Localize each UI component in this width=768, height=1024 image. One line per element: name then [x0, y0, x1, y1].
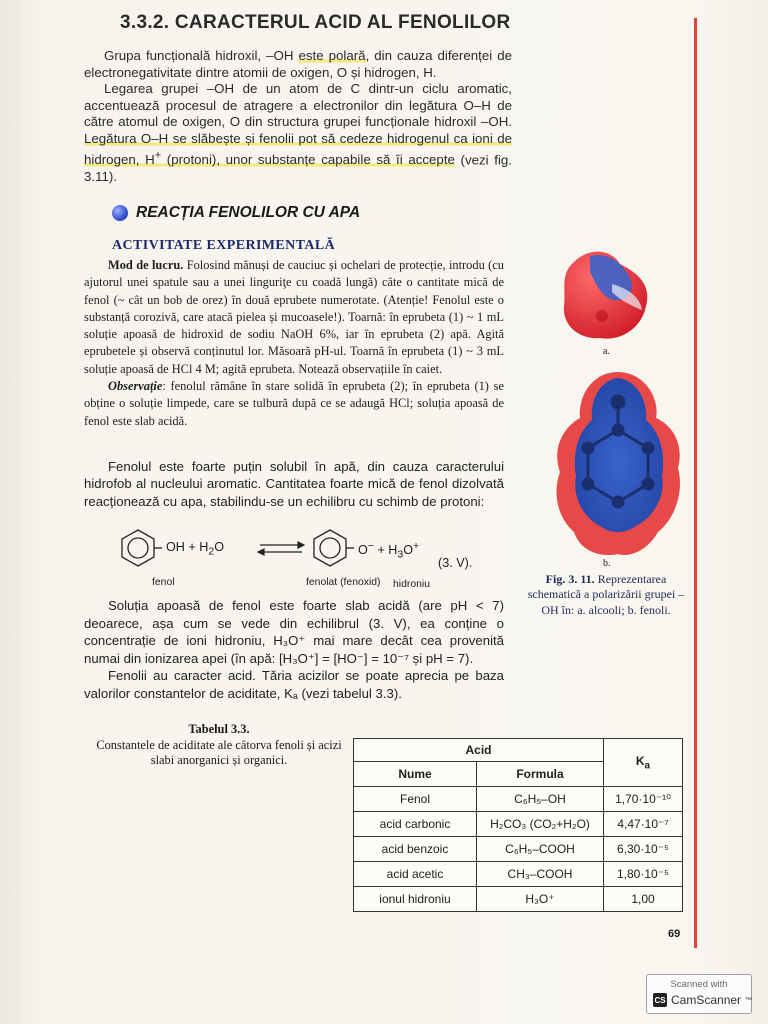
table-row [354, 837, 683, 862]
camscanner-watermark [646, 974, 752, 1014]
eq-h3o-sub: 3 [397, 548, 404, 561]
header-ka-letter: K [635, 753, 645, 768]
watermark-tm: ™ [745, 996, 753, 1004]
table-caption-text: Constantele de aciditate ale câtorva fenoli și acizi slabi anorganici și organici. [96, 737, 342, 767]
eq-oh-plus-h: OH + H [166, 540, 209, 554]
acidity-paragraph-1: Soluția apoasă de fenol este foarte slab acidă (are pH < 7) deoarece, așa cum se vede din echilibrul (3. V), ea conține o concentrație de ioni hidroniu, H₃O⁺ mai mare decât cea provenită numai din ionizarea apei (în apă: [H₃O⁺] = [HO⁻] = 10⁻⁷ și pH = 7). [84, 598, 504, 666]
row-ka: 1,00 [604, 887, 683, 912]
table-caption [86, 722, 352, 769]
reaction-equation [108, 522, 508, 592]
eq-h3o-o: O [403, 543, 414, 558]
label-fenol: fenol [152, 577, 175, 588]
benzene-ring-phenoxide-icon [314, 530, 354, 566]
watermark-line-2: CamScanner [671, 993, 742, 1007]
watermark-brand [653, 993, 752, 1007]
row-name: Fenol [354, 787, 477, 812]
row-formula: H₃O⁺ [477, 887, 604, 912]
intro-paragraph-1 [84, 48, 512, 81]
benzene-ring-phenol-icon [122, 530, 162, 566]
acidity-text [84, 597, 504, 703]
row-name: acid benzoic [354, 837, 477, 862]
camscanner-logo-icon: CS [653, 993, 667, 1007]
row-name: ionul hidroniu [354, 887, 477, 912]
eq-plus-h: + H [377, 543, 398, 558]
experiment-text [84, 257, 504, 430]
intro-text [84, 48, 512, 185]
observation-label: Observație [108, 379, 163, 394]
row-formula: H₂CO₃ (CO₂+H₂O) [477, 812, 604, 837]
row-ka: 4,47·10⁻⁷ [604, 812, 683, 837]
label-fenolat: fenolat (fenoxid) [306, 577, 381, 588]
header-ka [604, 739, 683, 787]
intro-p1-highlight: este polară [298, 48, 366, 63]
row-ka: 6,30·10⁻⁵ [604, 837, 683, 862]
header-formula: Formula [477, 762, 604, 787]
intro-p1-c: , din cauza diferenței de electronegativitate dintre atomii de oxigen, O și hidrogen, H. [84, 48, 512, 80]
reaction-heading-text: REACȚIA FENOLILOR CU APA [136, 204, 361, 221]
experiment-method [84, 257, 504, 378]
eq-phenoxide-o: O [358, 543, 368, 558]
figure-label-b: b. [603, 558, 611, 569]
intro-p2-d: (vezi fig. 3.11). [84, 151, 512, 184]
eq-h2o-o: O [214, 540, 224, 554]
row-formula: C₆H₅–OH [477, 787, 604, 812]
equation-right [358, 540, 419, 561]
equilibrium-arrows-icon [258, 542, 304, 555]
intro-p2-b: Legătura O–H se slăbește și fenolii pot să cedeze hidrogenul ca ioni de hidrogen, H [84, 130, 512, 167]
acidity-paragraph-2: Fenolii au caracter acid. Tăria acizilor se poate aprecia pe baza valorilor constantelor de aciditate, Kₐ (vezi tabelul 3.3). [84, 668, 504, 701]
figure-caption [526, 572, 686, 618]
row-name: acid acetic [354, 862, 477, 887]
row-name: acid carbonic [354, 812, 477, 837]
figure-caption-number: Fig. 3. 11. [545, 572, 595, 586]
intro-p2-c: (protoni), unor substanțe capabile să îi accepte [161, 151, 455, 167]
page-number: 69 [668, 928, 681, 940]
eq-h3o-charge: + [413, 540, 420, 552]
intro-p2-sup: + [154, 149, 162, 162]
table-row [354, 862, 683, 887]
equation-label: (3. V). [438, 556, 473, 570]
intro-paragraph-2 [84, 81, 512, 185]
header-nume: Nume [354, 762, 477, 787]
watermark-line-1: Scanned with [670, 979, 728, 990]
alcohol-polarization-model-image [556, 244, 664, 348]
equation-left [166, 540, 224, 558]
row-formula: CH₃–COOH [477, 862, 604, 887]
table-row [354, 787, 683, 812]
intro-p1-a: Grupa funcțională hidroxil, –OH [104, 48, 299, 63]
reaction-section-heading [112, 204, 360, 222]
label-hidroniu: hidroniu [393, 579, 430, 590]
intro-p2-a: Legarea grupei –OH de un atom de C dintr-un ciclu aromatic, accentuează procesul de atragere a electronilor din legătura O–H de către atomul de oxigen, O din structura grupei funcționale hidroxil –OH. [84, 81, 512, 130]
eq-h2o-sub: 2 [208, 545, 215, 558]
table-row [354, 887, 683, 912]
row-formula: C₆H₅–COOH [477, 837, 604, 862]
figure-caption-text: Reprezentarea schematică a polarizării grupei –OH în: a. alcooli; b. fenoli. [527, 572, 685, 617]
figure-label-a: a. [603, 346, 610, 357]
experiment-observation [84, 378, 504, 430]
phenol-polarization-model-image [552, 368, 684, 558]
method-label: Mod de lucru. [108, 258, 184, 272]
eq-phenoxide-charge: − [367, 540, 374, 552]
intro-p2-highlight [84, 131, 512, 167]
blue-bullet-icon [112, 205, 128, 221]
chapter-title: 3.3.2. CARACTERUL ACID AL FENOLILOR [120, 12, 511, 33]
activity-heading: ACTIVITATE EXPERIMENTALĂ [112, 238, 336, 253]
solubility-paragraph: Fenolul este foarte puțin solubil în apă, din cauza caracterului hidrofob al nucleului aromatic. Cantitatea foarte mică de fenol dizolvată reacționează cu apa, stabilindu-se un echilibru cu schimb de protoni: [84, 459, 504, 509]
table-title: Tabelul 3.3. [188, 722, 250, 736]
row-ka: 1,80·10⁻⁵ [604, 862, 683, 887]
header-ka-sub: a [644, 760, 651, 772]
acidity-constants-table [353, 738, 683, 912]
header-acid: Acid [354, 739, 604, 762]
row-ka: 1,70·10⁻¹⁰ [604, 787, 683, 812]
observation-text: : fenolul rămâne în stare solidă în eprubeta (2); în eprubeta (1) se obține o soluție limpede, care se tulbură după ce se adaugă HCl; soluția apoasă de fenol este slab acidă. [84, 379, 504, 428]
method-text: Folosind mănuși de cauciuc și ochelari de protecție, introdu (cu ajutorul unei spatule sau a unei linguriţe cu coadă lungă) câte o cantitate mică de fenol (~ cât un bob de orez) în două eprubete numerotate. (Atenție! Fenolul este o substanță corozivă, care atacă pielea și mucoasele!). Toarnă: în eprubeta (1) ~ 1 mL soluție apoasă de hidroxid de sodiu NaOH 6%, iar în eprubeta (2) apă. Agită eprubetele și observă conținutul lor. Măsoară pH-ul. Toarnă în eprubeta (1) ~ 3 mL soluție apoasă de HCl 4 M; agită eprubeta. Notează observațiile în caiet. [84, 258, 504, 376]
table-row [354, 812, 683, 837]
page-margin-rule [694, 18, 697, 948]
solubility-text [84, 458, 504, 510]
